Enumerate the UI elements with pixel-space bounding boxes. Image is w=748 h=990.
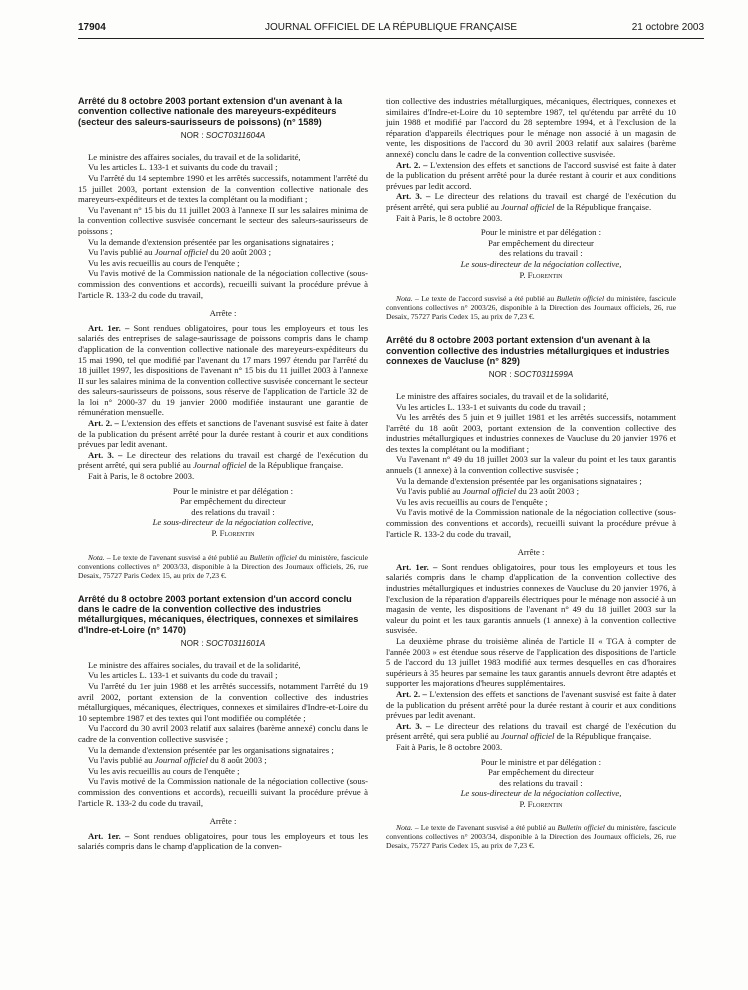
page-number: 17904 (78, 22, 106, 33)
paragraph: Vu l'avis publié au Journal officiel du 23 août 2003 ; (396, 486, 579, 497)
paragraph: Le ministre des affaires sociales, du travail et de la solidarité, (88, 151, 301, 162)
journal-title: JOURNAL OFFICIEL DE LA RÉPUBLIQUE FRANÇAISE (264, 22, 518, 33)
paragraph: Vu l'avenant n° 49 du 18 juillet 2003 sur la valeur du point et les taux garantis annuels (1 annexe) à la convention collective susvisée ; (386, 454, 676, 476)
paragraph: Vu l'arrêté du 14 septembre 1990 et les arrêtés successifs, notamment l'arrêté du 15 juillet 2003, portant extension de la convention collective nationale des mareyeurs-expéditeurs et de textes la complétant ou la modifiant ; (78, 173, 368, 205)
article-1-nor: NOR : SOCT0311604A (180, 131, 266, 141)
paragraph: Vu les articles L. 133-1 et suivants du code du travail ; (396, 401, 586, 412)
paragraph: Vu les avis recueillis au cours de l'enquête ; (88, 765, 240, 776)
paragraph: Vu les avis recueillis au cours de l'enquête ; (396, 496, 548, 507)
right-column (386, 96, 676, 864)
paragraph: Vu les arrêtés des 5 juin et 9 juillet 1981 et les arrêtés successifs, notamment l'arrêté du 18 août 2003, portant extension de la convention collective des industries métallurgiques et industries connexes de Vaucluse du 20 janvier 1976 et des textes la complétant ou la modifiant ; (386, 412, 676, 454)
article-paragraph: Art. 1er. – Sont rendues obligatoires, pour tous les employeurs et tous les salariés compris dans le champ d'application de la conven- (78, 830, 368, 852)
article-2-title: Arrêté du 8 octobre 2003 portant extension d'un accord conclu dans le cadre de la convention collective des industries métallurgiques, mécaniques, électriques, connexes et similaires d'Indre-et-Loire (n° 1470) (78, 593, 359, 635)
signature-block: Pour le ministre et par délégation : Par empêchement du directeur des relations du travail : Le sous-directeur de la négociation collective, P. Florentin (460, 756, 622, 809)
article-paragraph: Art. 2. – L'extension des effets et sanctions de l'accord susvisé est faite à dater de la publication du présent arrêté pour la durée restant à courir et aux conditions prévues par ledit accord. (386, 159, 676, 191)
paragraph: tion collective des industries métallurgiques, mécaniques, électriques, connexes et similaires d'Indre-et-Loire du 10 septembre 1987, tel qu'étendu par arrêté du 10 juin 1988 et modifié par l'accord du 28 septembre 1994, et à l'exclusion de la réparation d'appareils électriques pour le ménage non associé à un magasin de vente, les dispositions de l'accord du 30 avril 2003 relatif aux salaires (barème annexé) conclu dans le cadre de la convention collective susvisée. (386, 96, 676, 159)
paragraph: Vu l'arrêté du 1er juin 1988 et les arrêtés successifs, notamment l'arrêté du 19 avril 2002, portant extension de la convention collective des industries métallurgiques, mécaniques, électriques, connexes et similaires d'Indre-et-Loire du 10 septembre 1987 et des textes qui l'ont modifiée ou complétée ; (78, 681, 368, 723)
arrete-heading: Arrête : (209, 308, 237, 319)
arrete-heading: Arrête : (209, 816, 237, 827)
paragraph: Vu les articles L. 133-1 et suivants du code du travail ; (88, 670, 278, 681)
paragraph: Vu la demande d'extension présentée par les organisations signataires ; (88, 744, 334, 755)
article-paragraph: Art. 3. – Le directeur des relations du travail est chargé de l'exécution du présent arrêté, qui sera publié au Journal officiel de la République française. (386, 720, 676, 742)
signature-date: Fait à Paris, le 8 octobre 2003. (396, 212, 503, 223)
signature-block: Pour le ministre et par délégation : Par empêchement du directeur des relations du travail : Le sous-directeur de la négociation collective, P. Florentin (152, 485, 314, 538)
header-rule (78, 38, 704, 39)
page-header (78, 22, 704, 36)
paragraph: Le ministre des affaires sociales, du travail et de la solidarité, (396, 390, 609, 401)
signature-date: Fait à Paris, le 8 octobre 2003. (396, 741, 503, 752)
paragraph: Vu l'avenant n° 15 bis du 11 juillet 2003 à l'annexe II sur les salaires minima de la convention collective susvisée concernant le secteur des saleurs-saurisseurs de poissons ; (78, 204, 368, 236)
paragraph: Vu l'accord du 30 avril 2003 relatif aux salaires (barème annexé) conclu dans le cadre de la convention collective susvisée ; (78, 723, 368, 744)
article-paragraph: Art. 2. – L'extension des effets et sanctions de l'avenant susvisé est faite à dater de la publication du présent arrêté pour la durée restant à courir et aux conditions prévues par ledit avenant. (386, 688, 676, 721)
article-paragraph: Art. 1er. – Sont rendues obligatoires, pour tous les employeurs et tous les salariés des entreprises de salage-saurissage de poissons compris dans le champ d'application de la convention collective nationale des mareyeurs-expéditeurs du 15 mai 1990, tel que modifié par l'avenant du 17 mars 1997 étendu par l'arrêté du 18 juillet 1997, les dispositions de l'avenant n° 15 bis du 11 juillet 2003 à l'annexe II sur les salaires minima de la convention collective susvisée concernant le secteur des saleurs-saurisseurs de poissons, sous réserve de l'application de l'article 32 de la loi n° 2000-37 du 19 janvier 2000 modifiée instaurant une garantie de rémunération mensuelle. (78, 322, 368, 418)
paragraph: Vu l'avis motivé de la Commission nationale de la négociation collective (sous-commission des conventions et accords), recueilli suivant la procédure prévue à l'article R. 133-2 du code du travail, (78, 268, 368, 300)
article-2-nor: NOR : SOCT0311601A (180, 639, 266, 649)
paragraph: Vu les avis recueillis au cours de l'enquête ; (88, 257, 240, 268)
arrete-heading: Arrête : (517, 547, 545, 558)
paragraph: Vu la demande d'extension présentée par les organisations signataires ; (88, 236, 334, 247)
paragraph: Vu les articles L. 133-1 et suivants du code du travail ; (88, 162, 278, 173)
article-paragraph: Art. 3. – Le directeur des relations du travail est chargé de l'exécution du présent arrêté, qui sera publié au Journal officiel de la République française. (78, 449, 368, 471)
issue-date: 21 octobre 2003 (631, 22, 704, 33)
article-paragraph: Art. 1er. – Sont rendues obligatoires, pour tous les employeurs et tous les salariés compris dans le champ d'application de la convention collective des industries métallurgiques et industries connexes de Vaucluse du 20 janvier 1976, à l'exclusion de la réparation d'appareils électriques pour le ménage non associé à un magasin de vente, les dispositions de l'avenant n° 49 du 18 juillet 2003 sur la valeur du point et les taux garantis annuels (1 annexe) à la convention collective susvisée. (386, 561, 676, 636)
article-paragraph: Art. 3. – Le directeur des relations du travail est chargé de l'exécution du présent arrêté, qui sera publié au Journal officiel de la République française. (386, 191, 676, 212)
left-column (78, 96, 368, 852)
article-3-title: Arrêté du 8 octobre 2003 portant extension d'un avenant à la convention collective des industries métallurgiques et industries connexes de Vaucluse (n° 829) (386, 335, 670, 366)
article-3-nor: NOR : SOCT0311599A (488, 370, 574, 380)
paragraph: Vu l'avis motivé de la Commission nationale de la négociation collective (sous-commission des conventions et accords), recueilli suivant la procédure prévue à l'article R. 133-2 du code du travail, (386, 507, 676, 539)
signature-date: Fait à Paris, le 8 octobre 2003. (88, 471, 195, 482)
footnote: Nota. – Le texte de l'avenant susvisé a été publié au Bulletin officiel du ministère, fascicule conventions collectives n° 2003/33, disponible à la Direction des Journaux officiels, 26, rue Desaix, 75727 Paris Cedex 15, au prix de 7,23 €. (78, 552, 369, 580)
article-1-title: Arrêté du 8 octobre 2003 portant extension d'un avenant à la convention collective nationale des mareyeurs-expéditeurs (secteur des saleurs-saurisseurs de poissons) (n° 1589) (78, 96, 343, 127)
article-paragraph: Art. 2. – L'extension des effets et sanctions de l'avenant susvisé est faite à dater de la publication du présent arrêté pour la durée restant à courir et aux conditions prévues par ledit avenant. (78, 418, 368, 450)
paragraph: La deuxième phrase du troisième alinéa de l'article II « TGA à compter de l'année 2003 » est étendue sous réserve de l'application des dispositions de l'article 5 de l'accord du 13 juillet 1983 modifié aux termes desquelles en cas d'horaires supérieurs à 35 heures par semaine les taux garantis annuels devront être adaptés et supporter les majorations d'heures supplémentaires. (386, 635, 676, 689)
paragraph: Vu la demande d'extension présentée par les organisations signataires ; (396, 475, 642, 486)
paragraph: Vu l'avis publié au Journal officiel du 8 août 2003 ; (88, 755, 267, 766)
signature-block: Pour le ministre et par délégation : Par empêchement du directeur des relations du travail : Le sous-directeur de la négociation collective, P. Florentin (460, 227, 622, 280)
footnote: Nota. – Le texte de l'avenant susvisé a été publié au Bulletin officiel du ministère, fascicule conventions collectives n° 2003/34, disponible à la Direction des Journaux officiels, 26, rue Desaix, 75727 Paris Cedex 15, au prix de 7,23 €. (386, 823, 677, 851)
footnote: Nota. – Le texte de l'accord susvisé a été publié au Bulletin officiel du ministère, fascicule conventions collectives n° 2003/26, disponible à la Direction des Journaux officiels, 26, rue Desaix, 75727 Paris Cedex 15, au prix de 7,23 €. (386, 294, 676, 322)
paragraph: Vu l'avis publié au Journal officiel du 20 août 2003 ; (88, 247, 271, 258)
paragraph: Vu l'avis motivé de la Commission nationale de la négociation collective (sous-commission des conventions et accords), recueilli suivant la procédure prévue à l'article R. 133-2 du code du travail, (78, 776, 368, 808)
paragraph: Le ministre des affaires sociales, du travail et de la solidarité, (88, 659, 301, 670)
